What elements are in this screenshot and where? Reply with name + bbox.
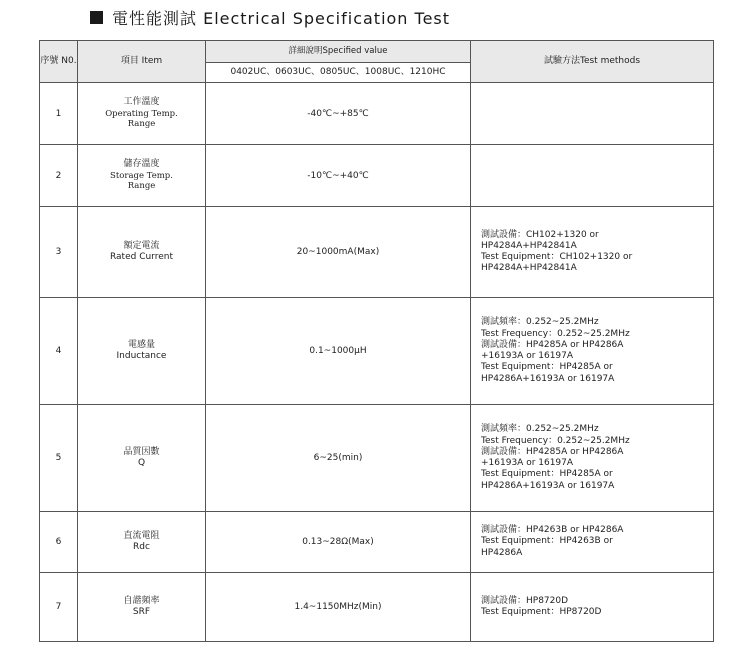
row-no: 3 bbox=[40, 207, 78, 298]
row-no: 4 bbox=[40, 298, 78, 405]
page-title: 電性能測試 Electrical Specification Test bbox=[112, 8, 451, 28]
row-test-method bbox=[471, 145, 714, 207]
method-line: 測試頻率：0.252~25.2MHz bbox=[481, 317, 599, 328]
row-no: 1 bbox=[40, 83, 78, 145]
spec-table bbox=[39, 40, 714, 642]
method-line: HP4284A+HP42841A bbox=[481, 263, 577, 274]
method-line: 測試設備：HP4285A or HP4286A bbox=[481, 446, 624, 457]
method-line: Test Equipment：HP4263B or bbox=[481, 536, 613, 547]
row-item bbox=[78, 145, 206, 207]
item-name-cn: 額定電流 bbox=[123, 240, 160, 251]
item-name-cn: 直流電阻 bbox=[123, 530, 160, 541]
method-line: +16193A or 16197A bbox=[481, 458, 574, 468]
row-no: 6 bbox=[40, 512, 78, 573]
method-line: 測試設備：HP8720D bbox=[481, 595, 569, 606]
row-test-method bbox=[471, 573, 714, 642]
method-line: Test Equipment：HP8720D bbox=[481, 607, 602, 617]
row-item bbox=[78, 83, 206, 145]
method-line: Test Equipment：HP4285A or bbox=[481, 362, 613, 373]
method-line: HP4286A bbox=[481, 547, 523, 558]
method-line: 測試設備：HP4263B or HP4286A bbox=[481, 525, 624, 536]
header-method: 試驗方法Test methods bbox=[471, 41, 714, 83]
method-line: 測試設備：CH102+1320 or bbox=[481, 229, 599, 240]
row-no: 5 bbox=[40, 405, 78, 512]
table-row bbox=[40, 207, 714, 298]
header-spec: 詳細說明Specified value bbox=[206, 41, 471, 63]
item-name-en: Storage Temp. Range bbox=[110, 170, 173, 192]
square-bullet-icon bbox=[90, 11, 103, 24]
item-name-en: Q bbox=[137, 458, 146, 468]
item-name-cn: 自諧頻率 bbox=[123, 595, 160, 606]
row-spec-value: -10℃~+40℃ bbox=[206, 145, 471, 207]
row-test-method bbox=[471, 405, 714, 512]
item-name-en: Inductance bbox=[116, 351, 167, 361]
row-item bbox=[78, 405, 206, 512]
row-test-method bbox=[471, 298, 714, 405]
item-name-cn: 品質因數 bbox=[123, 446, 160, 457]
item-name-en: Operating Temp. Range bbox=[105, 108, 178, 130]
table-row bbox=[40, 145, 714, 207]
table-row bbox=[40, 298, 714, 405]
method-line: 測試設備：HP4285A or HP4286A bbox=[481, 339, 624, 350]
row-item bbox=[78, 298, 206, 405]
method-line: HP4286A+16193A or 16197A bbox=[481, 373, 615, 384]
table-row bbox=[40, 512, 714, 573]
table-row bbox=[40, 83, 714, 145]
item-name-en: Rated Current bbox=[109, 252, 173, 262]
method-line: HP4284A+HP42841A bbox=[481, 240, 577, 251]
method-line: Test Equipment：CH102+1320 or bbox=[481, 252, 633, 262]
item-name-cn: 電感量 bbox=[127, 339, 155, 350]
row-test-method bbox=[471, 207, 714, 298]
header-models: 0402UC、0603UC、0805UC、1008UC、1210HC bbox=[206, 63, 471, 83]
method-line: Test Equipment：HP4285A or bbox=[481, 469, 613, 480]
method-line: 測試頻率：0.252~25.2MHz bbox=[481, 424, 599, 435]
header-item: 項目 Item bbox=[78, 41, 206, 83]
table-row bbox=[40, 573, 714, 642]
row-test-method bbox=[471, 83, 714, 145]
item-name-en: Rdc bbox=[133, 542, 150, 552]
item-name-en: SRF bbox=[132, 607, 151, 617]
row-no: 7 bbox=[40, 573, 78, 642]
row-spec-value: 0.13~28Ω(Max) bbox=[206, 512, 471, 573]
row-item bbox=[78, 573, 206, 642]
item-name-cn: 儲存溫度 bbox=[123, 159, 160, 170]
row-spec-value: 6~25(min) bbox=[206, 405, 471, 512]
method-line: HP4286A+16193A or 16197A bbox=[481, 480, 615, 491]
method-line: +16193A or 16197A bbox=[481, 351, 574, 361]
row-item bbox=[78, 207, 206, 298]
row-test-method bbox=[471, 512, 714, 573]
row-item bbox=[78, 512, 206, 573]
method-line: Test Frequency：0.252~25.2MHz bbox=[481, 328, 630, 339]
row-spec-value: 20~1000mA(Max) bbox=[206, 207, 471, 298]
item-name-cn: 工作溫度 bbox=[123, 97, 160, 108]
page-title-block bbox=[90, 6, 450, 28]
row-spec-value: -40℃~+85℃ bbox=[206, 83, 471, 145]
row-no: 2 bbox=[40, 145, 78, 207]
row-spec-value: 0.1~1000μH bbox=[206, 298, 471, 405]
method-line: Test Frequency：0.252~25.2MHz bbox=[481, 435, 630, 446]
row-spec-value: 1.4~1150MHz(Min) bbox=[206, 573, 471, 642]
header-no: 序號 N0. bbox=[40, 41, 78, 83]
table-row bbox=[40, 405, 714, 512]
